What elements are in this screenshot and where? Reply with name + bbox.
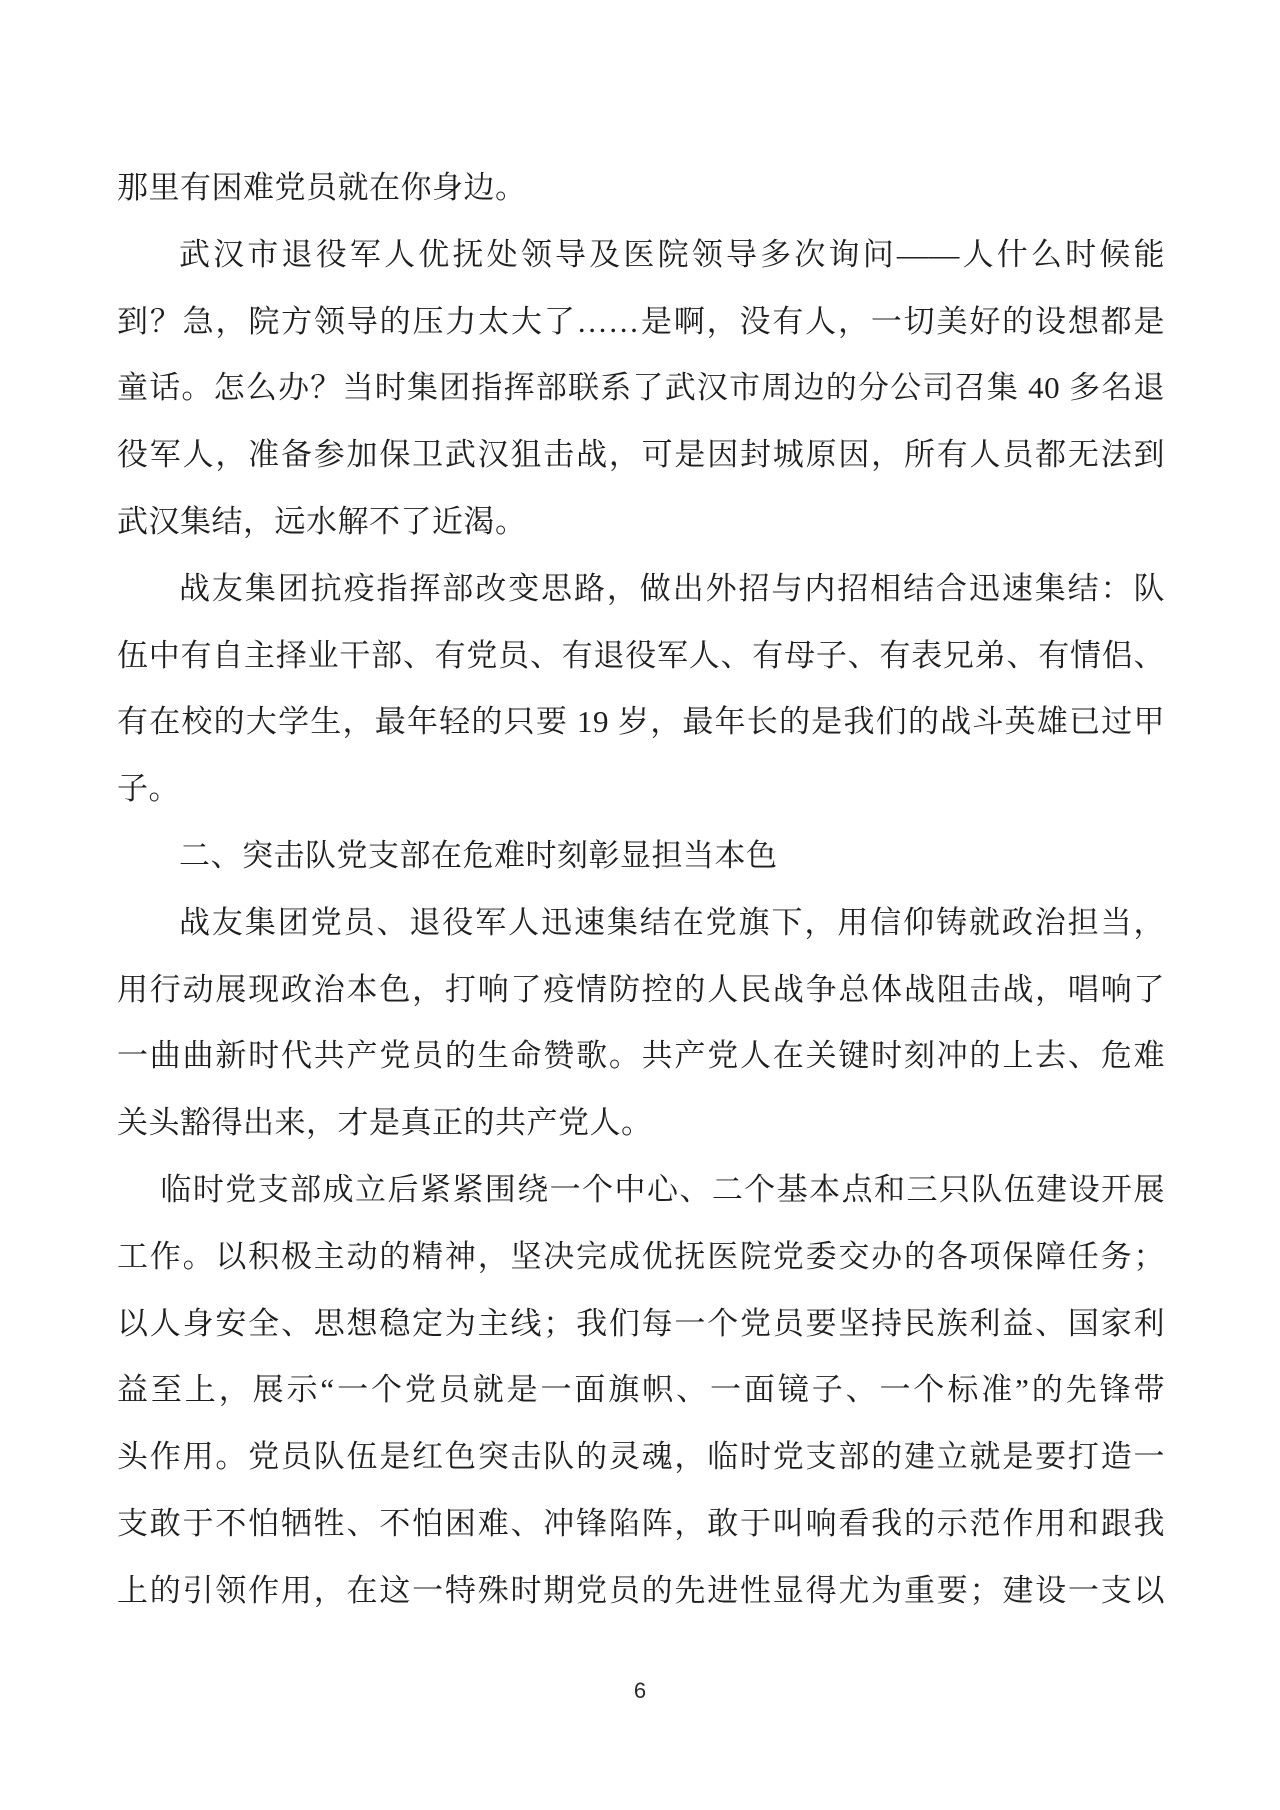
text-line: 临时党支部成立后紧紧围绕一个中心、二个基本点和三只队伍建设开展 [160, 1171, 1165, 1207]
text-line: 支敢于不怕牺牲、不怕困难、冲锋陷阵，敢于叫响看我的示范作用和跟我 [117, 1505, 1165, 1541]
text-line: 伍中有自主择业干部、有党员、有退役军人、有母子、有表兄弟、有情侣、 [117, 637, 1165, 673]
text-line: 那里有困难党员就在你身边。 [117, 170, 527, 205]
text-line: 到？急，院方领导的压力太大了……是啊，没有人，一切美好的设想都是 [117, 303, 1165, 339]
section-heading: 二、突击队党支部在危难时刻彰显担当本色 [179, 837, 778, 873]
text-line: 子。 [117, 771, 180, 807]
text-line: 用行动展现政治本色，打响了疫情防控的人民战争总体战阻击战，唱响了 [117, 971, 1165, 1007]
text-line: 关头豁得出来，才是真正的共产党人。 [117, 1105, 653, 1141]
text-line: 武汉集结，远水解不了近渴。 [117, 503, 527, 539]
document-body [117, 155, 1165, 1625]
text-line: 一曲曲新时代共产党员的生命赞歌。共产党人在关键时刻冲的上去、危难 [117, 1038, 1165, 1074]
text-line: 童话。怎么办？当时集团指挥部联系了武汉市周边的分公司召集 40 多名退 [117, 370, 1165, 406]
text-line: 有在校的大学生，最年轻的只要 19 岁，最年长的是我们的战斗英雄已过甲 [117, 704, 1165, 740]
text-line: 役军人，准备参加保卫武汉狙击战，可是因封城原因，所有人员都无法到 [117, 437, 1165, 473]
text-line: 益至上，展示“一个党员就是一面旗帜、一面镜子、一个标准”的先锋带 [117, 1372, 1165, 1408]
text-line: 上的引领作用，在这一特殊时期党员的先进性显得尤为重要；建设一支以 [117, 1572, 1165, 1608]
text-line: 武汉市退役军人优抚处领导及医院领导多次询问——人什么时候能 [179, 236, 1165, 272]
text-line: 战友集团抗疫指挥部改变思路，做出外招与内招相结合迅速集结：队 [179, 570, 1165, 606]
text-line: 战友集团党员、退役军人迅速集结在党旗下，用信仰铸就政治担当， [179, 904, 1165, 940]
page-number: 6 [633, 1678, 647, 1703]
text-line: 以人身安全、思想稳定为主线；我们每一个党员要坚持民族利益、国家利 [117, 1305, 1165, 1341]
text-line: 头作用。党员队伍是红色突击队的灵魂，临时党支部的建立就是要打造一 [117, 1439, 1165, 1475]
text-line: 工作。以积极主动的精神，坚决完成优抚医院党委交办的各项保障任务； [117, 1238, 1165, 1274]
page-footer [0, 1678, 1280, 1704]
